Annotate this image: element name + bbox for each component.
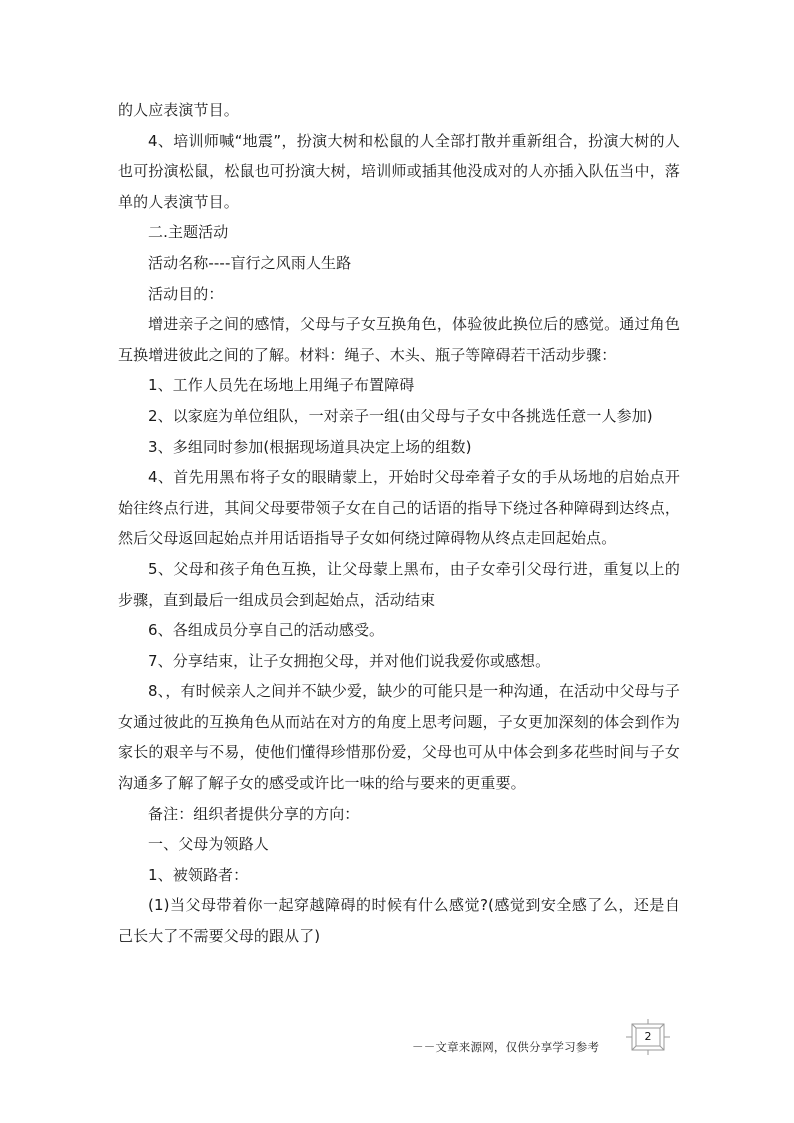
paragraph: 二.主题活动 [148, 223, 229, 242]
document-body [118, 95, 680, 952]
paragraph: 一、父母为领路人 [148, 835, 269, 854]
footer-source-note: －－文章来源网，仅供分享学习参考 [412, 1040, 600, 1054]
paragraph: 1、工作人员先在场地上用绳子布置障碍 [148, 376, 415, 395]
paragraph: 8、，有时候亲人之间并不缺少爱，缺少的可能只是一种沟通，在活动中父母与子女通过彼此的互换角色从而站在对方的角度上思考问题，子女更加深刻的体会到作为家长的艰辛与不易，使他们懂得珍惜那份爱，父母也可从中体会到多花些时间与子女沟通多了解了解子女的感受或许比一味的给与要来的更重要。 [118, 682, 680, 793]
paragraph: 活动目的： [148, 284, 224, 303]
paragraph: 增进亲子之间的感情，父母与子女互换角色，体验彼此换位后的感觉。通过角色互换增进彼此之间的了解。材料：绳子、木头、瓶子等障碍若干活动步骤： [118, 315, 680, 364]
paragraph: 3、多组同时参加(根据现场道具决定上场的组数) [148, 437, 472, 456]
paragraph: 的人应表演节目。 [118, 101, 239, 119]
page-number: 2 [644, 1030, 652, 1043]
paragraph: 4、首先用黑布将子女的眼睛蒙上，开始时父母牵着子女的手从场地的启始点开始往终点行进，其间父母要带领子女在自己的话语的指导下绕过各种障碍到达终点，然后父母返回起始点并用话语指导子女如何绕过障碍物从终点走回起始点。 [118, 468, 680, 548]
page-number-badge [626, 1019, 670, 1055]
paragraph: 活动名称----盲行之风雨人生路 [148, 253, 352, 272]
paragraph: 2、以家庭为单位组队，一对亲子一组(由父母与子女中各挑选任意一人参加) [148, 406, 653, 425]
paragraph: 备注：组织者提供分享的方向： [148, 804, 360, 823]
paragraph: (1)当父母带着你一起穿越障碍的时候有什么感觉?(感觉到安全感了么，还是自己长大了不需要父母的跟从了) [118, 896, 680, 946]
paragraph: 1、被领路者： [148, 865, 249, 884]
paragraph: 4、培训师喊“地震”，扮演大树和松鼠的人全部打散并重新组合，扮演大树的人也可扮演松鼠，松鼠也可扮演大树，培训师或插其他没成对的人亦插入队伍当中，落单的人表演节目。 [118, 131, 680, 211]
paragraph: 6、各组成员分享自己的活动感受。 [148, 621, 385, 640]
paragraph: 7、分享结束，让子女拥抱父母，并对他们说我爱你或感想。 [148, 651, 551, 670]
paragraph: 5、父母和孩子角色互换，让父母蒙上黑布，由子女牵引父母行进，重复以上的步骤，直到最后一组成员会到起始点，活动结束 [118, 559, 680, 609]
